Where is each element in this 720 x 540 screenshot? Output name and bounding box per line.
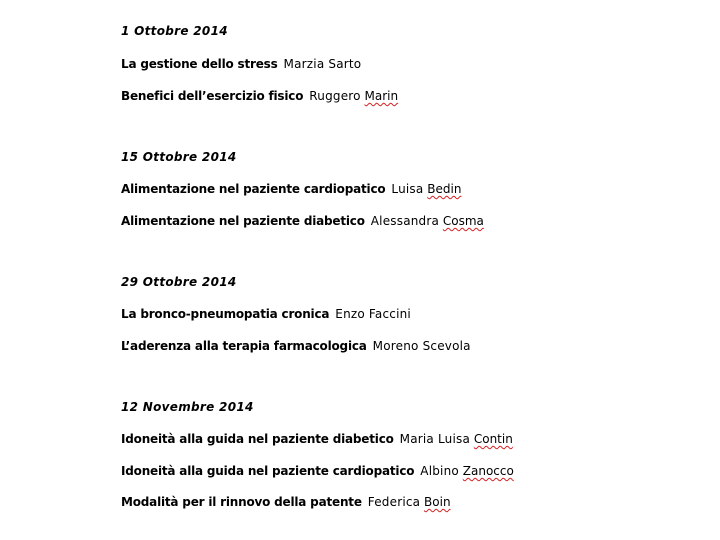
talk-speaker: Marzia Sarto <box>283 57 362 71</box>
talk-title: La bronco-pneumopatia cronica <box>121 307 330 321</box>
speaker-surname: Bedin <box>427 182 462 196</box>
talk-title: Idoneità alla guida nel paziente diabetico <box>121 432 394 446</box>
speaker-surname: Zanocco <box>462 464 514 478</box>
talk-speaker: Ruggero <box>309 89 361 103</box>
talk-title: La gestione dello stress <box>121 57 278 71</box>
talk-row <box>121 463 514 479</box>
talk-speaker: Enzo Faccini <box>335 307 411 321</box>
talk-speaker: Albino <box>420 464 459 478</box>
session-date: 1 Ottobre 2014 <box>121 24 228 38</box>
talk-title: L’aderenza alla terapia farmacologica <box>121 339 367 353</box>
speaker-surname: Marin <box>364 89 399 103</box>
speaker-surname: Boin <box>424 495 451 509</box>
schedule-document <box>121 0 711 540</box>
talk-row <box>121 494 451 510</box>
talk-speaker: Maria Luisa <box>399 432 471 446</box>
talk-row <box>121 431 513 447</box>
talk-speaker: Moreno Scevola <box>372 339 471 353</box>
speaker-surname: Contin <box>473 432 513 446</box>
talk-row <box>121 338 471 354</box>
talk-speaker: Alessandra <box>370 214 440 228</box>
talk-row <box>121 306 411 322</box>
talk-title: Benefici dell’esercizio fisico <box>121 89 304 103</box>
talk-speaker: Luisa <box>391 182 424 196</box>
talk-title: Modalità per il rinnovo della patente <box>121 495 362 509</box>
talk-row <box>121 56 361 72</box>
speaker-surname: Cosma <box>442 214 484 228</box>
talk-row <box>121 181 461 197</box>
session-date: 29 Ottobre 2014 <box>121 275 237 289</box>
talk-title: Alimentazione nel paziente diabetico <box>121 214 365 228</box>
talk-title: Alimentazione nel paziente cardiopatico <box>121 182 386 196</box>
session-date: 12 Novembre 2014 <box>121 400 254 414</box>
talk-speaker: Federica <box>367 495 421 509</box>
talk-row <box>121 88 398 104</box>
talk-title: Idoneità alla guida nel paziente cardiopatico <box>121 464 415 478</box>
talk-row <box>121 213 484 229</box>
session-date: 15 Ottobre 2014 <box>121 150 237 164</box>
